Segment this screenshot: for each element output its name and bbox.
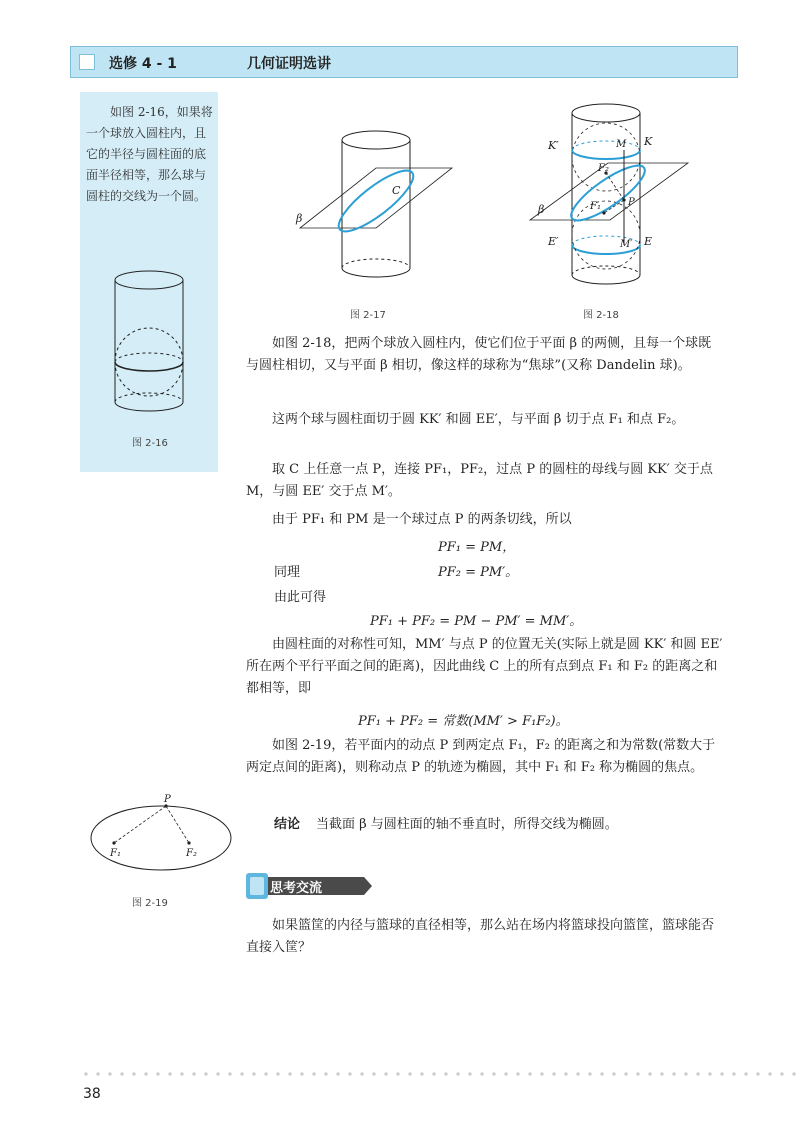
think-question: 如果篮筐的内径与篮球的直径相等，那么站在场内将篮球投向篮筐，篮球能否直接入筐？ [246,918,715,955]
equation-sum: PF₁ + PF₂ = PM − PM′ = MM′。 [370,614,583,629]
conclusion-label: 结论 [274,817,301,832]
equation-pf2: PF₂ = PM′。 [438,565,519,580]
fig19-f2-label: F₂ [186,848,197,859]
fig18-k-label: K [644,135,653,148]
page-number: 38 [83,1086,101,1102]
header-square-icon [79,54,95,70]
paragraph-symmetry: 由圆柱面的对称性可知，MM′ 与点 P 的位置无关(实际上就是圆 KK′ 和圆 EE′ 所在两个平行平面之间的距离)，因此曲线 C 上的所有点到点 F₁ 和 F₂ 的距离之和都相等，即 [246,637,723,696]
figure-2-16-caption: 图 2-16 [132,438,168,449]
fig18-k-prime-label: K′ [548,139,559,152]
figure-2-19-caption: 图 2-19 [132,898,168,909]
sidebar-note-box [80,92,218,472]
fig18-m-label: M [616,139,627,150]
equation-constant: PF₁ + PF₂ = 常数(MM′ > F₁F₂)。 [358,714,569,729]
book-title: 几何证明选讲 [247,56,331,72]
paragraph-point-p: 取 C 上任意一点 P，连接 PF₁，PF₂，过点 P 的圆柱的母线与圆 KK′ 交于点 M，与圆 EE′ 交于点 M′。 [246,462,713,499]
fig19-f1-label: F₁ [110,848,121,859]
figure-2-16 [80,262,218,462]
figure-2-18 [520,95,700,295]
think-discuss-label: 思考交流 [270,881,323,896]
fig18-e-label: E [644,235,653,248]
fig18-p-label: P [628,197,635,208]
figure-2-19 [86,788,236,878]
fig18-f2-label: F₂ [598,163,609,174]
label-ciyou: 由此可得 [274,590,327,605]
figure-2-17-caption: 图 2-17 [350,310,386,321]
fig18-m-prime-label: M′ [620,239,633,250]
fig17-c-label: C [392,184,401,197]
footer-dotted-rule [80,1072,800,1076]
conclusion-text: 当截面 β 与圆柱面的轴不垂直时，所得交线为椭圆。 [316,817,618,832]
chapter-header [70,46,738,78]
fig18-f1-label: F₁ [590,201,601,212]
paragraph-ellipse-definition: 如图 2-19，若平面内的动点 P 到两定点 F₁，F₂ 的距离之和为常数(常数大于两定点间的距离)，则称动点 P 的轨迹为椭圆，其中 F₁ 和 F₂ 称为椭圆的焦点。 [246,738,716,775]
fig17-beta-label: β [296,212,303,225]
figure-2-18-caption: 图 2-18 [583,310,619,321]
paragraph-dandelin: 如图 2-18，把两个球放入圆柱内，使它们位于平面 β 的两侧，且每一个球既与圆柱相切，又与平面 β 相切，像这样的球称为“焦球”(又称 Dandelin 球)。 [246,336,712,373]
fig18-beta-label: β [538,203,545,216]
series-label: 选修 4 - 1 [109,56,177,72]
paragraph-tangents: 由于 PF₁ 和 PM 是一个球过点 P 的两条切线，所以 [272,512,572,527]
figure-2-17 [290,118,460,288]
sidebar-note-text: 如图 2-16，如果将一个球放入圆柱内，且它的半径与圆柱面的底面半径相等，那么球与圆柱的交线为一个圆。 [86,105,213,203]
equation-pf1: PF₁ = PM， [438,540,516,555]
label-tongli: 同理 [274,565,301,580]
paragraph-tangent-circles: 这两个球与圆柱面切于圆 KK′ 和圆 EE′，与平面 β 切于点 F₁ 和点 F₂。 [272,412,685,427]
fig18-e-prime-label: E′ [548,235,559,248]
fig19-p-label: P [164,794,171,805]
